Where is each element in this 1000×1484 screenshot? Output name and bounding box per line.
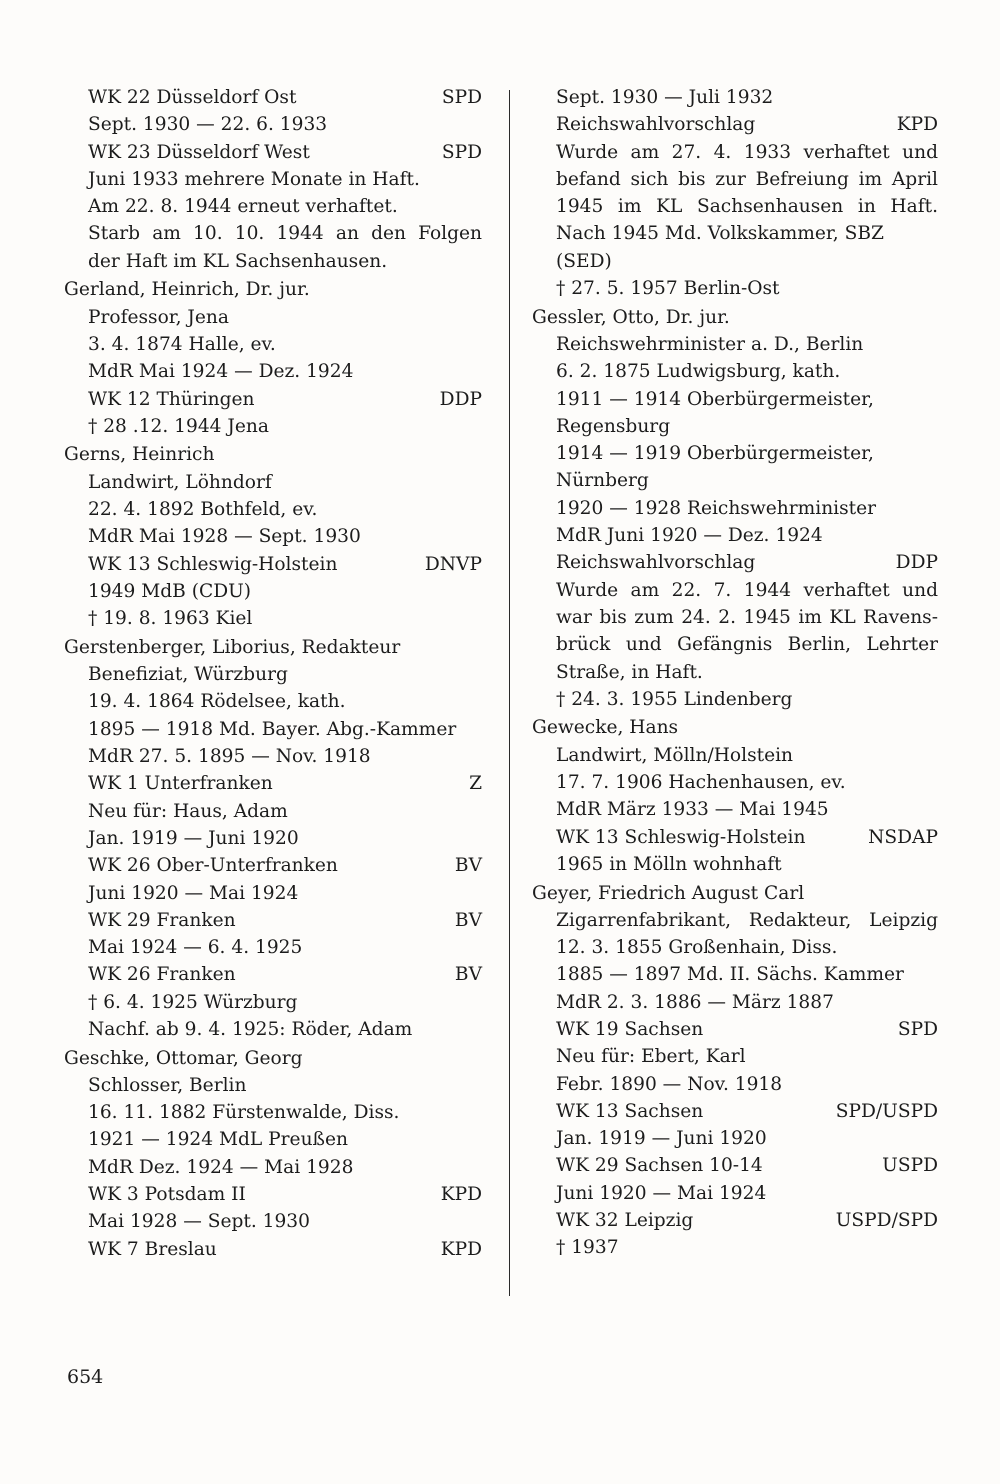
line-text: (SED) <box>556 250 612 272</box>
entry-detail-line <box>64 798 482 825</box>
line-text: † 1937 <box>556 1237 619 1259</box>
entry-detail-line <box>532 1234 938 1261</box>
entry-name-line <box>64 634 482 661</box>
line-text: Nach 1945 Md. Volkskammer, SBZ <box>556 223 884 245</box>
entry-detail-line <box>532 248 938 275</box>
line-text: Landwirt, Löhndorf <box>88 471 272 493</box>
line-text: Gerstenberger, Liborius, Redakteur <box>64 636 401 658</box>
line-text: brück und Gefängnis Berlin, Lehrter <box>556 634 938 656</box>
entry-detail-line <box>64 304 482 331</box>
entry-detail-line <box>64 1154 482 1181</box>
entry-detail-line <box>532 139 938 166</box>
line-text: 1885 — 1897 Md. II. Sächs. Kammer <box>556 964 904 986</box>
entry-name-line <box>532 304 938 331</box>
entry-detail-line <box>532 989 938 1016</box>
entry-detail-line <box>532 193 938 220</box>
party-label: USPD/SPD <box>835 1210 938 1232</box>
party-label: BV <box>454 909 482 931</box>
party-label: KPD <box>440 1238 482 1260</box>
line-text: 17. 7. 1906 Hachenhausen, ev. <box>556 772 846 794</box>
line-text: 3. 4. 1874 Halle, ev. <box>88 333 276 355</box>
line-text: WK 3 Potsdam II <box>88 1184 246 1206</box>
entry-detail-line <box>532 1098 938 1125</box>
party-label: SPD <box>897 1018 938 1040</box>
entry-detail-line <box>532 495 938 522</box>
line-text: † 24. 3. 1955 Lindenberg <box>556 688 793 710</box>
entry-name-line <box>64 441 482 468</box>
entry-detail-line <box>532 824 938 851</box>
line-text: Gerland, Heinrich, Dr. jur. <box>64 279 310 301</box>
entry-name-line <box>64 1045 482 1072</box>
line-text: Professor, Jena <box>88 306 229 328</box>
party-label: NSDAP <box>868 826 938 848</box>
line-text: Sept. 1930 — 22. 6. 1933 <box>88 114 328 136</box>
line-text: † 6. 4. 1925 Würzburg <box>88 991 298 1013</box>
line-text: Geyer, Friedrich August Carl <box>532 882 805 904</box>
entry-detail-line <box>64 934 482 961</box>
entry-detail-line <box>532 275 938 302</box>
line-text: Am 22. 8. 1944 erneut verhaftet. <box>88 196 398 218</box>
entry-detail-line <box>64 413 482 440</box>
party-label: SPD <box>441 87 482 108</box>
line-text: Wurde am 22. 7. 1944 verhaftet und <box>556 579 938 601</box>
line-text: Reichswahlvorschlag <box>556 114 756 136</box>
page-number: 654 <box>67 1366 104 1388</box>
line-text: WK 7 Breslau <box>88 1238 217 1260</box>
line-text: 1921 — 1924 MdL Preußen <box>88 1129 348 1151</box>
entry-detail-line <box>532 577 938 604</box>
entry-detail-line <box>64 716 482 743</box>
entry-detail-line <box>64 248 482 275</box>
entry-detail-line <box>532 686 938 713</box>
entry-name-line <box>532 880 938 907</box>
entry-detail-line <box>532 549 938 576</box>
line-text: Benefiziat, Würzburg <box>88 664 288 686</box>
line-text: MdR Mai 1928 — Sept. 1930 <box>88 526 361 548</box>
line-text: Zigarrenfabrikant, Redakteur, Leipzig <box>556 909 938 931</box>
entry-detail-line <box>532 522 938 549</box>
line-text: Neu für: Ebert, Karl <box>556 1046 746 1068</box>
entry-detail-line <box>64 1181 482 1208</box>
party-label: USPD <box>882 1155 938 1177</box>
entry-detail-line <box>532 1016 938 1043</box>
party-label: Z <box>469 773 482 795</box>
line-text: Regensburg <box>556 415 671 437</box>
line-text: Mai 1924 — 6. 4. 1925 <box>88 937 303 959</box>
party-label: BV <box>454 964 482 986</box>
left-column <box>64 84 482 1263</box>
right-column <box>532 84 938 1262</box>
line-text: MdR 2. 3. 1886 — März 1887 <box>556 991 834 1013</box>
entry-detail-line <box>64 166 482 193</box>
entry-detail-line <box>532 851 938 878</box>
entry-detail-line <box>532 796 938 823</box>
party-label: DDP <box>895 552 938 574</box>
entry-detail-line <box>532 220 938 247</box>
line-text: WK 26 Franken <box>88 964 236 986</box>
line-text: Juni 1920 — Mai 1924 <box>88 882 299 904</box>
line-text: Gerns, Heinrich <box>64 444 215 466</box>
line-text: MdR 27. 5. 1895 — Nov. 1918 <box>88 746 371 768</box>
entry-detail-line <box>532 331 938 358</box>
entry-detail-line <box>64 551 482 578</box>
entry-detail-line <box>532 742 938 769</box>
line-text: Reichswahlvorschlag <box>556 552 756 574</box>
line-text: WK 32 Leipzig <box>556 1210 694 1232</box>
entry-detail-line <box>532 1180 938 1207</box>
line-text: 22. 4. 1892 Bothfeld, ev. <box>88 499 318 521</box>
line-text: Juni 1920 — Mai 1924 <box>556 1182 767 1204</box>
entry-detail-line <box>532 769 938 796</box>
line-text: WK 29 Franken <box>88 909 236 931</box>
entry-detail-line <box>64 1099 482 1126</box>
entry-detail-line <box>64 358 482 385</box>
line-text: WK 12 Thüringen <box>88 388 255 410</box>
entry-detail-line <box>532 604 938 631</box>
line-text: der Haft im KL Sachsenhausen. <box>88 250 388 272</box>
line-text: Nachf. ab 9. 4. 1925: Röder, Adam <box>88 1018 413 1040</box>
entry-detail-line <box>532 166 938 193</box>
line-text: Jan. 1919 — Juni 1920 <box>556 1128 767 1150</box>
line-text: Mai 1928 — Sept. 1930 <box>88 1211 310 1233</box>
entry-detail-line <box>64 578 482 605</box>
line-text: WK 1 Unterfranken <box>88 773 273 795</box>
line-text: Landwirt, Mölln/Holstein <box>556 744 794 766</box>
entry-detail-line <box>532 467 938 494</box>
entry-detail-line <box>64 852 482 879</box>
line-text: 6. 2. 1875 Ludwigsburg, kath. <box>556 361 841 383</box>
entry-detail-line <box>64 139 482 166</box>
line-text: 1920 — 1928 Reichswehrminister <box>556 497 877 519</box>
line-text: Schlosser, Berlin <box>88 1074 247 1096</box>
entry-detail-line <box>532 1207 938 1234</box>
entry-name-line <box>532 714 938 741</box>
entry-detail-line <box>532 961 938 988</box>
entry-detail-line <box>64 193 482 220</box>
entry-detail-line <box>64 661 482 688</box>
line-text: MdR März 1933 — Mai 1945 <box>556 799 829 821</box>
entry-detail-line <box>532 1043 938 1070</box>
entry-detail-line <box>532 111 938 138</box>
entry-detail-line <box>64 1072 482 1099</box>
entry-detail-line <box>532 1152 938 1179</box>
entry-detail-line <box>64 825 482 852</box>
line-text: WK 13 Schleswig-Holstein <box>88 553 338 575</box>
line-text: WK 29 Sachsen 10-14 <box>556 1155 763 1177</box>
line-text: Febr. 1890 — Nov. 1918 <box>556 1073 783 1095</box>
entry-detail-line <box>64 743 482 770</box>
entry-detail-line <box>64 1208 482 1235</box>
entry-detail-line <box>532 84 938 111</box>
line-text: WK 22 Düsseldorf Ost <box>88 87 297 108</box>
entry-detail-line <box>64 220 482 247</box>
line-text: Sept. 1930 — Juli 1932 <box>556 87 774 108</box>
line-text: WK 13 Sachsen <box>556 1100 704 1122</box>
entry-detail-line <box>64 331 482 358</box>
line-text: war bis zum 24. 2. 1945 im KL Ravens- <box>556 606 938 628</box>
line-text: Straße, in Haft. <box>556 661 703 683</box>
entry-detail-line <box>64 688 482 715</box>
party-label: BV <box>454 855 482 877</box>
entry-detail-line <box>64 84 482 111</box>
line-text: Juni 1933 mehrere Monate in Haft. <box>88 168 420 190</box>
line-text: † 19. 8. 1963 Kiel <box>88 608 253 630</box>
line-text: Wurde am 27. 4. 1933 verhaftet und <box>556 141 938 163</box>
line-text: Neu für: Haus, Adam <box>88 800 288 822</box>
entry-detail-line <box>532 659 938 686</box>
line-text: 12. 3. 1855 Großenhain, Diss. <box>556 937 838 959</box>
entry-detail-line <box>64 1016 482 1043</box>
line-text: Starb am 10. 10. 1944 an den Folgen <box>88 223 482 245</box>
line-text: MdR Dez. 1924 — Mai 1928 <box>88 1156 354 1178</box>
entry-detail-line <box>532 413 938 440</box>
entry-detail-line <box>64 523 482 550</box>
party-label: DDP <box>439 388 482 410</box>
line-text: 1911 — 1914 Oberbürgermeister, <box>556 388 874 410</box>
party-label: KPD <box>896 114 938 136</box>
line-text: Geschke, Ottomar, Georg <box>64 1047 303 1069</box>
entry-detail-line <box>64 386 482 413</box>
line-text: MdR Mai 1924 — Dez. 1924 <box>88 361 354 383</box>
line-text: Gessler, Otto, Dr. jur. <box>532 306 730 328</box>
line-text: WK 13 Schleswig-Holstein <box>556 826 806 848</box>
line-text: WK 23 Düsseldorf West <box>88 141 310 163</box>
line-text: Jan. 1919 — Juni 1920 <box>88 827 299 849</box>
line-text: 19. 4. 1864 Rödelsee, kath. <box>88 691 346 713</box>
entry-name-line <box>64 276 482 303</box>
entry-detail-line <box>532 440 938 467</box>
line-text: † 27. 5. 1957 Berlin-Ost <box>556 278 780 300</box>
entry-detail-line <box>64 880 482 907</box>
entry-detail-line <box>64 989 482 1016</box>
line-text: Reichswehrminister a. D., Berlin <box>556 333 864 355</box>
line-text: Nürnberg <box>556 470 649 492</box>
column-divider <box>509 90 510 1296</box>
line-text: befand sich bis zur Befreiung im April <box>556 168 938 190</box>
line-text: † 28 .12. 1944 Jena <box>88 415 269 437</box>
party-label: SPD/USPD <box>835 1100 938 1122</box>
entry-detail-line <box>64 496 482 523</box>
entry-detail-line <box>64 907 482 934</box>
line-text: 1965 in Mölln wohnhaft <box>556 853 782 875</box>
entry-detail-line <box>64 111 482 138</box>
line-text: MdR Juni 1920 — Dez. 1924 <box>556 525 823 547</box>
line-text: WK 19 Sachsen <box>556 1018 704 1040</box>
entry-detail-line <box>532 1071 938 1098</box>
line-text: Gewecke, Hans <box>532 717 679 739</box>
line-text: 1895 — 1918 Md. Bayer. Abg.-Kammer <box>88 718 457 740</box>
entry-detail-line <box>64 961 482 988</box>
entry-detail-line <box>532 358 938 385</box>
entry-detail-line <box>64 605 482 632</box>
entry-detail-line <box>532 631 938 658</box>
entry-detail-line <box>64 770 482 797</box>
line-text: 1945 im KL Sachsenhausen in Haft. <box>556 196 938 218</box>
line-text: WK 26 Ober-Unterfranken <box>88 855 338 877</box>
party-label: SPD <box>441 141 482 163</box>
entry-detail-line <box>532 934 938 961</box>
entry-detail-line <box>532 907 938 934</box>
entry-detail-line <box>64 1126 482 1153</box>
line-text: 1914 — 1919 Oberbürgermeister, <box>556 443 874 465</box>
line-text: 1949 MdB (CDU) <box>88 580 252 602</box>
party-label: KPD <box>440 1184 482 1206</box>
entry-detail-line <box>532 1125 938 1152</box>
party-label: DNVP <box>424 553 482 575</box>
line-text: 16. 11. 1882 Fürstenwalde, Diss. <box>88 1102 400 1124</box>
entry-detail-line <box>532 386 938 413</box>
entry-detail-line <box>64 469 482 496</box>
entry-detail-line <box>64 1236 482 1263</box>
